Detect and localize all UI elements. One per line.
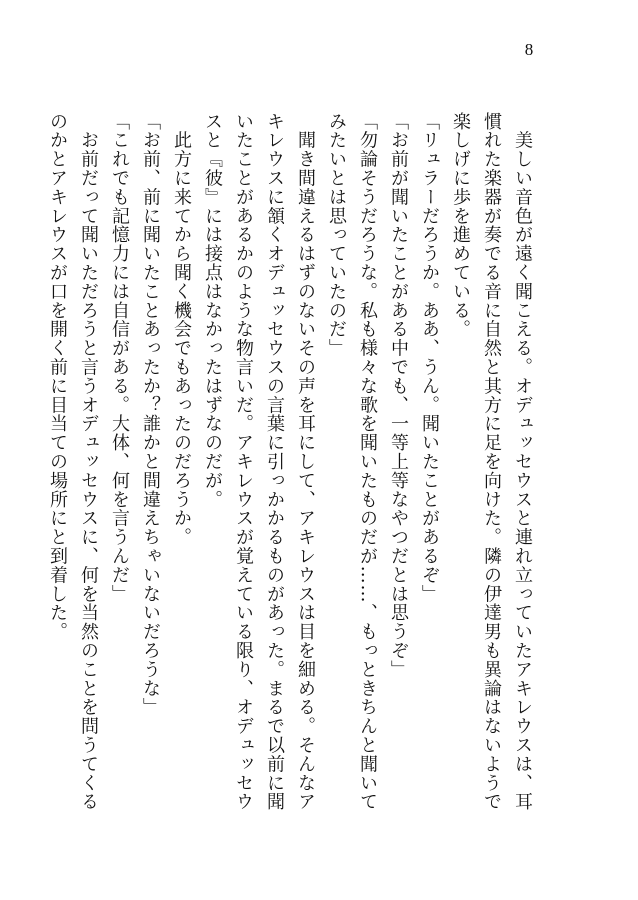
paragraph-dialogue-4: 「お前、前に聞いたことあったか？誰かと間違えちゃいないだろうな」 [140,112,161,717]
paragraph-dialogue-3: 「勿論そうだろうな。私も様々な歌を聞いたものだが……、もっときちんと聞いてみたいとは思っていたのだ」 [326,112,378,812]
paragraph-dialogue-2: 「お前が聞いたことがある中でも、一等上等なやつだとは思うぞ」 [388,112,409,679]
page-number: 8 [524,40,534,59]
paragraph-narration-4: お前だって聞いただろうと言うオデュッセウスに、何を当然のことを問うてくるのかとアキレウスが口を開く前に目当ての場所にと到着した。 [47,112,99,812]
paragraph-dialogue-5: 「これでも記憶力には自信がある。大体、何を言うんだ」 [109,112,130,604]
paragraph-narration-1: 美しい音色が遠く聞こえる。オデュッセウスと連れ立っていたアキレウスは、耳慣れた楽器が奏でる音に自然と其方に足を向けた。隣の伊達男も異論はないようで楽しげに歩を進めている。 [450,112,533,812]
paragraph-narration-3: 此方に来てから聞く機会でもあったのだろうか。 [171,112,192,547]
paragraph-narration-2: 聞き間違えるはずのないその声を耳にして、アキレウスは目を細める。そんなアキレウスに頷くオデュッセウスの言葉に引っかかるものがあった。まるで以前に聞いたことがあるかのような物言いだ。アキレウスが覚えている限り、オデュッセウスと『彼』には接点はなかったはずなのだが。 [202,112,316,812]
paragraph-dialogue-1: 「リュラーだろうか。ああ、うん。聞いたことがあるぞ」 [419,112,440,604]
novel-body-text [42,112,538,824]
